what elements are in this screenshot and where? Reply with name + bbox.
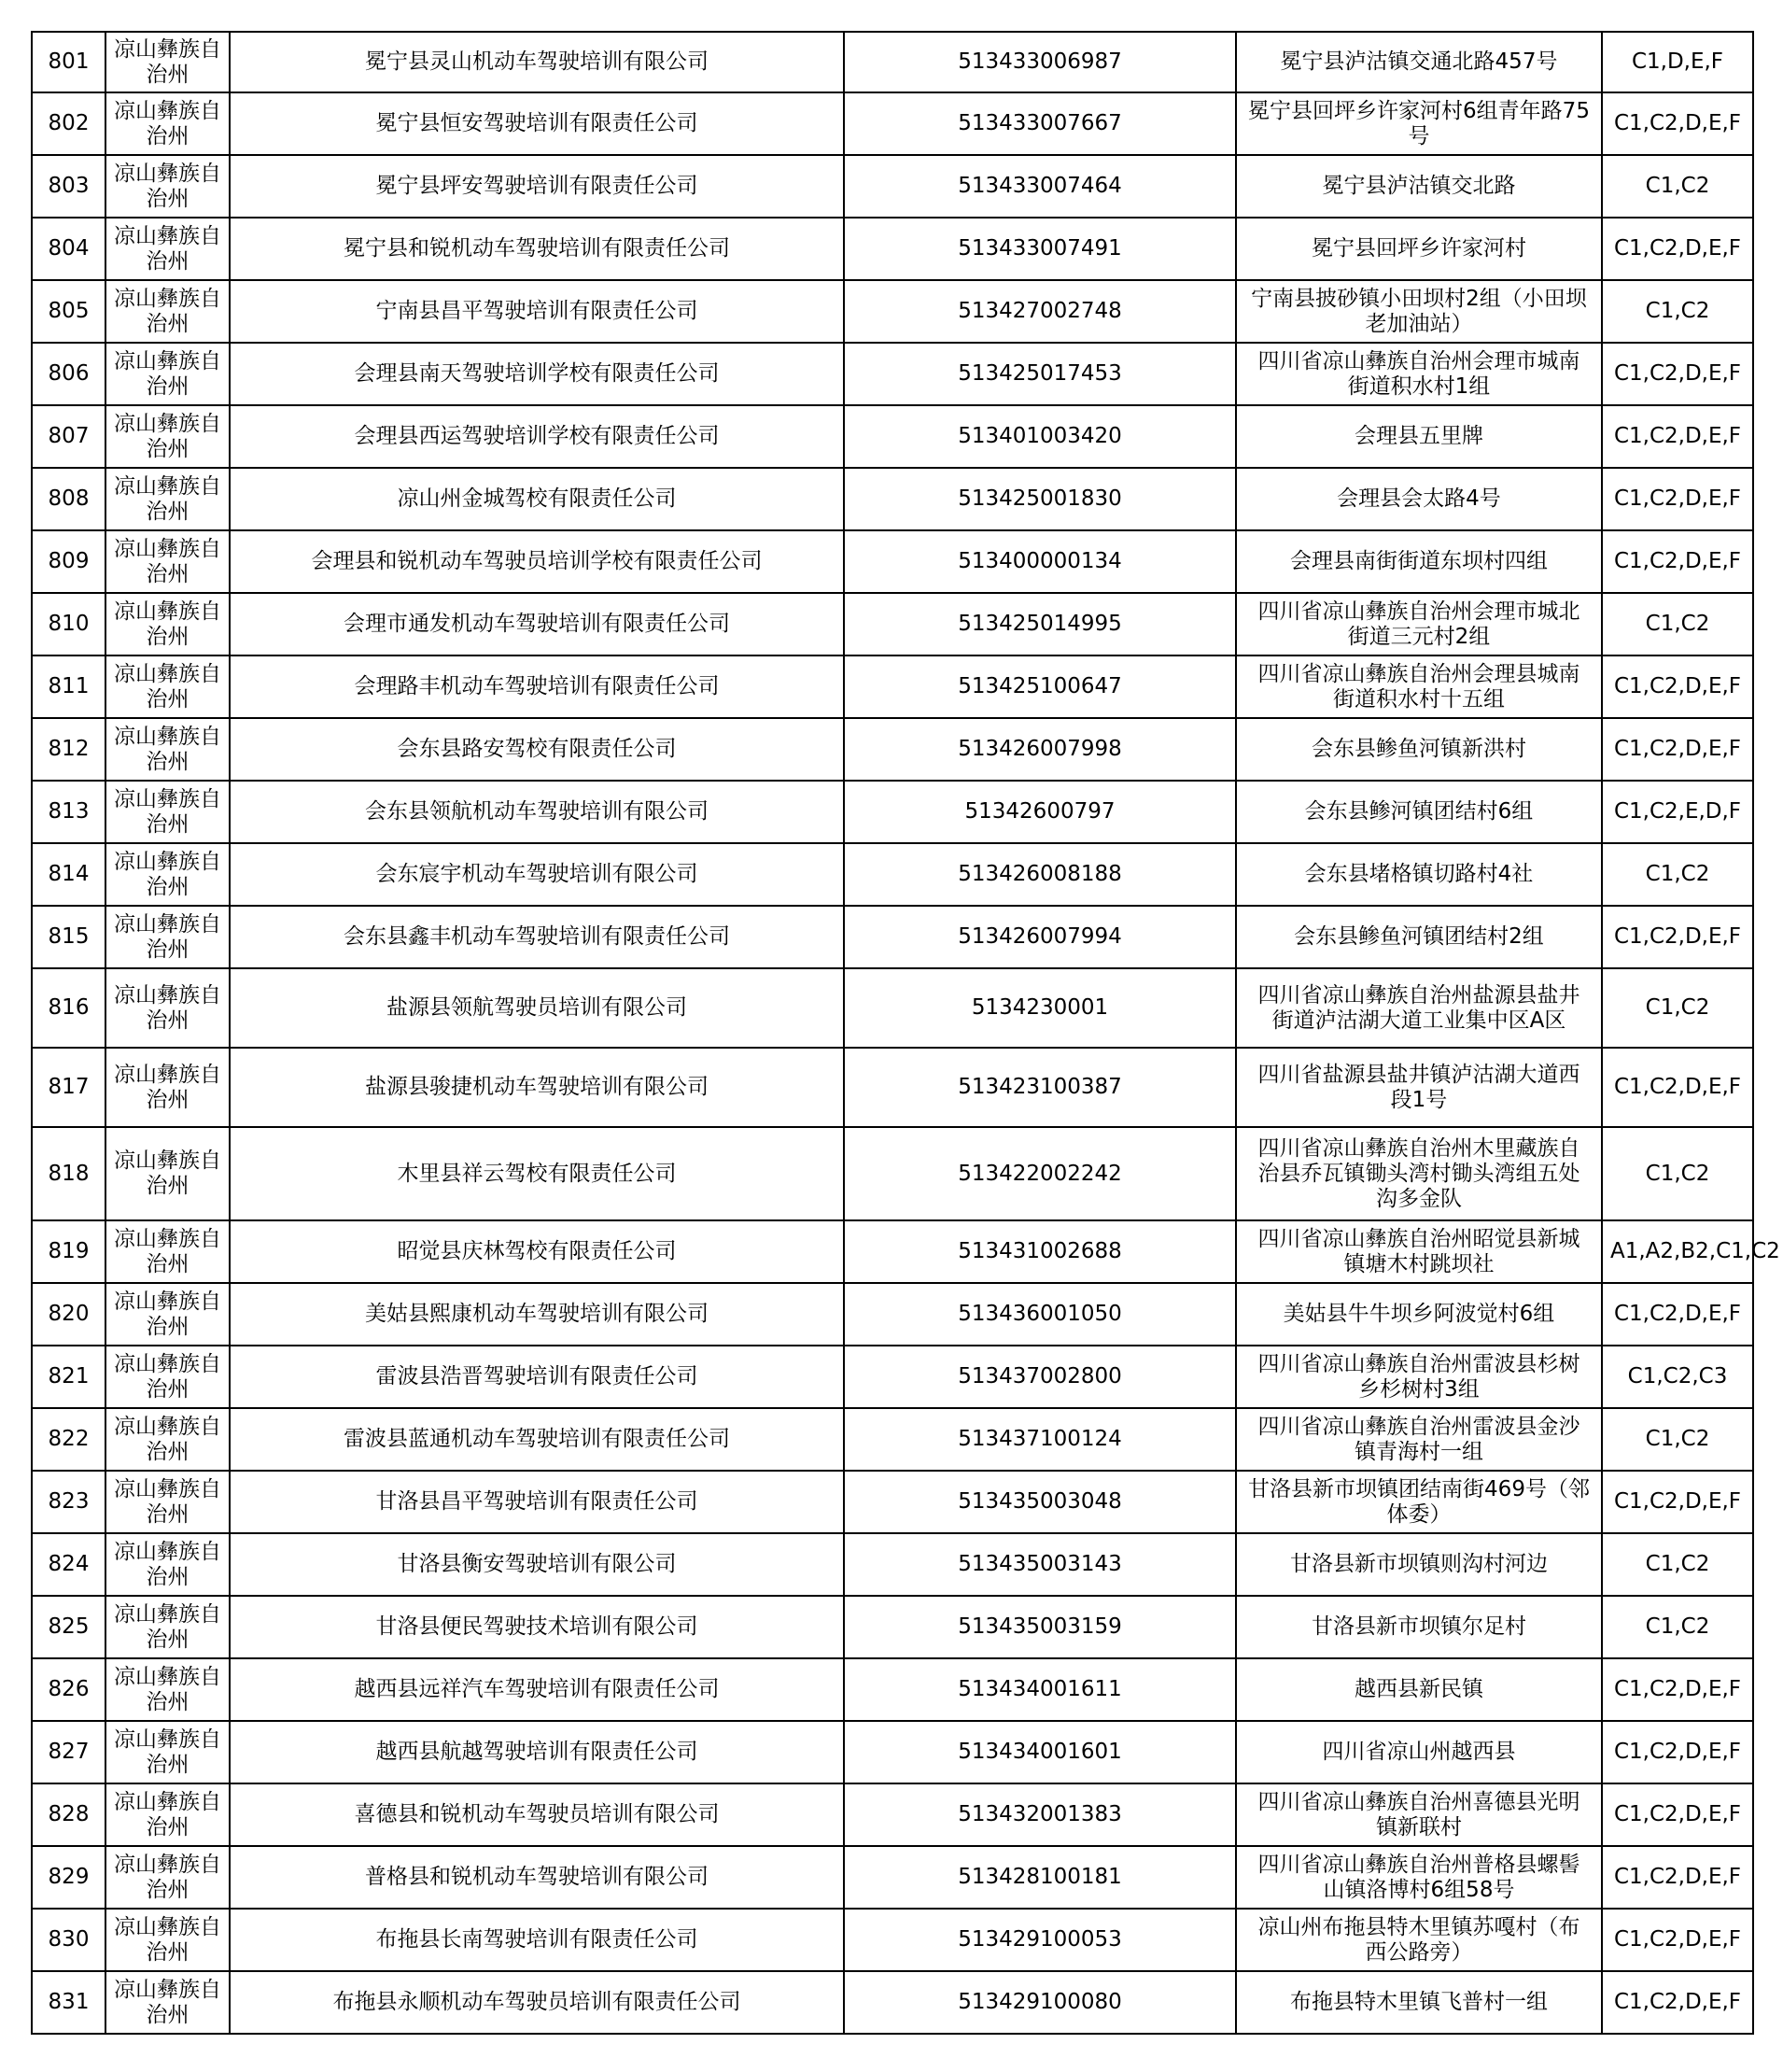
school-name-cell: 会理县南天驾驶培训学校有限责任公司 <box>230 343 844 405</box>
school-name-cell: 雷波县浩晋驾驶培训有限责任公司 <box>230 1346 844 1408</box>
address-cell: 会东县鲹鱼河镇新洪村 <box>1236 718 1602 781</box>
code-cell: 51342600797 <box>844 781 1236 843</box>
table-row <box>32 1048 1753 1127</box>
table-row <box>32 32 1753 92</box>
code-cell: 513425100647 <box>844 655 1236 718</box>
address-cell: 冕宁县回坪乡许家河村 <box>1236 218 1602 280</box>
table-row <box>32 1283 1753 1346</box>
license-classes-cell: C1,C2 <box>1602 1596 1753 1658</box>
school-name-cell: 甘洛县衡安驾驶培训有限公司 <box>230 1533 844 1596</box>
code-cell: 513433007491 <box>844 218 1236 280</box>
table-row <box>32 968 1753 1048</box>
school-name-cell: 普格县和锐机动车驾驶培训有限公司 <box>230 1846 844 1909</box>
code-cell: 513435003143 <box>844 1533 1236 1596</box>
row-number-cell: 808 <box>32 468 105 530</box>
address-cell: 会理县南街街道东坝村四组 <box>1236 530 1602 593</box>
region-cell: 凉山彝族自治州 <box>105 1971 230 2034</box>
region-cell: 凉山彝族自治州 <box>105 343 230 405</box>
address-cell: 会东县堵格镇切路村4社 <box>1236 843 1602 906</box>
table-row <box>32 1346 1753 1408</box>
region-cell: 凉山彝族自治州 <box>105 155 230 218</box>
school-name-cell: 盐源县领航驾驶员培训有限公司 <box>230 968 844 1048</box>
address-cell: 四川省凉山彝族自治州会理市城南街道积水村1组 <box>1236 343 1602 405</box>
address-cell: 凉山州布拖县特木里镇苏嘎村（布西公路旁） <box>1236 1909 1602 1971</box>
table-row <box>32 655 1753 718</box>
table-row <box>32 1533 1753 1596</box>
license-classes-cell: C1,C2 <box>1602 1533 1753 1596</box>
license-classes-cell: C1,C2,D,E,F <box>1602 218 1753 280</box>
school-name-cell: 雷波县蓝通机动车驾驶培训有限责任公司 <box>230 1408 844 1471</box>
code-cell: 513435003159 <box>844 1596 1236 1658</box>
license-classes-cell: C1,C2,D,E,F <box>1602 1471 1753 1533</box>
license-classes-cell: C1,C2,D,E,F <box>1602 1721 1753 1783</box>
region-cell: 凉山彝族自治州 <box>105 1127 230 1220</box>
school-name-cell: 会东宸宇机动车驾驶培训有限公司 <box>230 843 844 906</box>
school-name-cell: 会理县和锐机动车驾驶员培训学校有限责任公司 <box>230 530 844 593</box>
address-cell: 越西县新民镇 <box>1236 1658 1602 1721</box>
code-cell: 513437002800 <box>844 1346 1236 1408</box>
school-name-cell: 昭觉县庆林驾校有限责任公司 <box>230 1220 844 1283</box>
row-number-cell: 813 <box>32 781 105 843</box>
row-number-cell: 804 <box>32 218 105 280</box>
license-classes-cell: C1,C2,D,E,F <box>1602 530 1753 593</box>
license-classes-cell: C1,C2,D,E,F <box>1602 906 1753 968</box>
code-cell: 513425014995 <box>844 593 1236 655</box>
code-cell: 513432001383 <box>844 1783 1236 1846</box>
code-cell: 513428100181 <box>844 1846 1236 1909</box>
region-cell: 凉山彝族自治州 <box>105 1846 230 1909</box>
row-number-cell: 812 <box>32 718 105 781</box>
region-cell: 凉山彝族自治州 <box>105 843 230 906</box>
code-cell: 513423100387 <box>844 1048 1236 1127</box>
row-number-cell: 810 <box>32 593 105 655</box>
address-cell: 四川省凉山彝族自治州喜德县光明镇新联村 <box>1236 1783 1602 1846</box>
table-row <box>32 1596 1753 1658</box>
address-cell: 冕宁县泸沽镇交通北路457号 <box>1236 32 1602 92</box>
row-number-cell: 830 <box>32 1909 105 1971</box>
code-cell: 513401003420 <box>844 405 1236 468</box>
license-classes-cell: C1,C2 <box>1602 155 1753 218</box>
school-name-cell: 会东县领航机动车驾驶培训有限公司 <box>230 781 844 843</box>
address-cell: 美姑县牛牛坝乡阿波觉村6组 <box>1236 1283 1602 1346</box>
region-cell: 凉山彝族自治州 <box>105 655 230 718</box>
code-cell: 513434001611 <box>844 1658 1236 1721</box>
row-number-cell: 825 <box>32 1596 105 1658</box>
code-cell: 513434001601 <box>844 1721 1236 1783</box>
school-name-cell: 冕宁县和锐机动车驾驶培训有限责任公司 <box>230 218 844 280</box>
school-name-cell: 会理路丰机动车驾驶培训有限责任公司 <box>230 655 844 718</box>
license-classes-cell: C1,C2,D,E,F <box>1602 1971 1753 2034</box>
code-cell: 513425001830 <box>844 468 1236 530</box>
school-name-cell: 木里县祥云驾校有限责任公司 <box>230 1127 844 1220</box>
table-row <box>32 593 1753 655</box>
address-cell: 四川省凉山彝族自治州昭觉县新城镇塘木村跳坝社 <box>1236 1220 1602 1283</box>
license-classes-cell: C1,D,E,F <box>1602 32 1753 92</box>
code-cell: 513437100124 <box>844 1408 1236 1471</box>
address-cell: 会理县会太路4号 <box>1236 468 1602 530</box>
region-cell: 凉山彝族自治州 <box>105 718 230 781</box>
school-name-cell: 盐源县骏捷机动车驾驶培训有限公司 <box>230 1048 844 1127</box>
code-cell: 513433007464 <box>844 155 1236 218</box>
school-name-cell: 会理县西运驾驶培训学校有限责任公司 <box>230 405 844 468</box>
address-cell: 宁南县披砂镇小田坝村2组（小田坝老加油站） <box>1236 280 1602 343</box>
row-number-cell: 817 <box>32 1048 105 1127</box>
code-cell: 513429100080 <box>844 1971 1236 2034</box>
license-classes-cell: C1,C2,D,E,F <box>1602 343 1753 405</box>
code-cell: 513426008188 <box>844 843 1236 906</box>
school-name-cell: 宁南县昌平驾驶培训有限责任公司 <box>230 280 844 343</box>
code-cell: 513436001050 <box>844 1283 1236 1346</box>
table-row <box>32 718 1753 781</box>
region-cell: 凉山彝族自治州 <box>105 405 230 468</box>
school-name-cell: 凉山州金城驾校有限责任公司 <box>230 468 844 530</box>
license-classes-cell: C1,C2 <box>1602 593 1753 655</box>
license-classes-cell: C1,C2 <box>1602 968 1753 1048</box>
table-row <box>32 530 1753 593</box>
region-cell: 凉山彝族自治州 <box>105 593 230 655</box>
school-name-cell: 冕宁县灵山机动车驾驶培训有限公司 <box>230 32 844 92</box>
address-cell: 会理县五里牌 <box>1236 405 1602 468</box>
license-classes-cell: C1,C2 <box>1602 280 1753 343</box>
license-classes-cell: C1,C2,C3 <box>1602 1346 1753 1408</box>
region-cell: 凉山彝族自治州 <box>105 906 230 968</box>
code-cell: 513426007994 <box>844 906 1236 968</box>
row-number-cell: 826 <box>32 1658 105 1721</box>
region-cell: 凉山彝族自治州 <box>105 1596 230 1658</box>
school-name-cell: 会东县路安驾校有限责任公司 <box>230 718 844 781</box>
code-cell: 513433007667 <box>844 92 1236 155</box>
row-number-cell: 831 <box>32 1971 105 2034</box>
address-cell: 四川省凉山彝族自治州普格县螺髻山镇洛博村6组58号 <box>1236 1846 1602 1909</box>
row-number-cell: 819 <box>32 1220 105 1283</box>
row-number-cell: 829 <box>32 1846 105 1909</box>
code-cell: 513400000134 <box>844 530 1236 593</box>
table-row <box>32 218 1753 280</box>
address-cell: 四川省凉山彝族自治州雷波县金沙镇青海村一组 <box>1236 1408 1602 1471</box>
region-cell: 凉山彝族自治州 <box>105 1783 230 1846</box>
license-classes-cell: C1,C2,D,E,F <box>1602 405 1753 468</box>
region-cell: 凉山彝族自治州 <box>105 92 230 155</box>
address-cell: 四川省盐源县盐井镇泸沽湖大道西段1号 <box>1236 1048 1602 1127</box>
row-number-cell: 815 <box>32 906 105 968</box>
license-classes-cell: C1,C2,D,E,F <box>1602 1783 1753 1846</box>
table-row <box>32 843 1753 906</box>
school-name-cell: 美姑县熙康机动车驾驶培训有限公司 <box>230 1283 844 1346</box>
code-cell: 513431002688 <box>844 1220 1236 1283</box>
school-name-cell: 喜德县和锐机动车驾驶员培训有限公司 <box>230 1783 844 1846</box>
region-cell: 凉山彝族自治州 <box>105 1471 230 1533</box>
code-cell: 513425017453 <box>844 343 1236 405</box>
address-cell: 会东县鲹鱼河镇团结村2组 <box>1236 906 1602 968</box>
row-number-cell: 805 <box>32 280 105 343</box>
address-cell: 甘洛县新市坝镇则沟村河边 <box>1236 1533 1602 1596</box>
region-cell: 凉山彝族自治州 <box>105 1909 230 1971</box>
school-name-cell: 越西县远祥汽车驾驶培训有限责任公司 <box>230 1658 844 1721</box>
table-row <box>32 1658 1753 1721</box>
region-cell: 凉山彝族自治州 <box>105 218 230 280</box>
row-number-cell: 820 <box>32 1283 105 1346</box>
table-row <box>32 155 1753 218</box>
region-cell: 凉山彝族自治州 <box>105 781 230 843</box>
license-classes-cell: C1,C2,D,E,F <box>1602 1658 1753 1721</box>
school-name-cell: 会理市通发机动车驾驶培训有限责任公司 <box>230 593 844 655</box>
region-cell: 凉山彝族自治州 <box>105 530 230 593</box>
code-cell: 5134230001 <box>844 968 1236 1048</box>
address-cell: 冕宁县泸沽镇交北路 <box>1236 155 1602 218</box>
license-classes-cell: C1,C2,D,E,F <box>1602 1846 1753 1909</box>
row-number-cell: 828 <box>32 1783 105 1846</box>
row-number-cell: 802 <box>32 92 105 155</box>
license-classes-cell: C1,C2,D,E,F <box>1602 468 1753 530</box>
table-row <box>32 1846 1753 1909</box>
license-classes-cell: C1,C2,D,E,F <box>1602 1283 1753 1346</box>
table-row <box>32 1127 1753 1220</box>
table-row <box>32 1471 1753 1533</box>
code-cell: 513435003048 <box>844 1471 1236 1533</box>
license-classes-cell: C1,C2,D,E,F <box>1602 718 1753 781</box>
address-cell: 布拖县特木里镇飞普村一组 <box>1236 1971 1602 2034</box>
row-number-cell: 823 <box>32 1471 105 1533</box>
table-row <box>32 468 1753 530</box>
table-row <box>32 781 1753 843</box>
school-name-cell: 甘洛县便民驾驶技术培训有限公司 <box>230 1596 844 1658</box>
row-number-cell: 801 <box>32 32 105 92</box>
row-number-cell: 809 <box>32 530 105 593</box>
region-cell: 凉山彝族自治州 <box>105 1220 230 1283</box>
address-cell: 甘洛县新市坝镇团结南街469号（邻体委） <box>1236 1471 1602 1533</box>
address-cell: 会东县鲹河镇团结村6组 <box>1236 781 1602 843</box>
address-cell: 四川省凉山彝族自治州会理县城南街道积水村十五组 <box>1236 655 1602 718</box>
region-cell: 凉山彝族自治州 <box>105 1721 230 1783</box>
address-cell: 四川省凉山彝族自治州盐源县盐井街道泸沽湖大道工业集中区A区 <box>1236 968 1602 1048</box>
address-cell: 四川省凉山彝族自治州会理市城北街道三元村2组 <box>1236 593 1602 655</box>
license-classes-cell: C1,C2,D,E,F <box>1602 92 1753 155</box>
address-cell: 四川省凉山彝族自治州雷波县杉树乡杉树村3组 <box>1236 1346 1602 1408</box>
license-classes-cell: C1,C2,D,E,F <box>1602 1909 1753 1971</box>
code-cell: 513429100053 <box>844 1909 1236 1971</box>
address-cell: 四川省凉山州越西县 <box>1236 1721 1602 1783</box>
region-cell: 凉山彝族自治州 <box>105 1658 230 1721</box>
table-row <box>32 906 1753 968</box>
school-name-cell: 会东县鑫丰机动车驾驶培训有限责任公司 <box>230 906 844 968</box>
table-row <box>32 280 1753 343</box>
row-number-cell: 822 <box>32 1408 105 1471</box>
row-number-cell: 814 <box>32 843 105 906</box>
license-classes-cell: C1,C2 <box>1602 843 1753 906</box>
license-classes-cell: A1,A2,B2,C1,C2 <box>1602 1220 1753 1283</box>
row-number-cell: 811 <box>32 655 105 718</box>
school-name-cell: 甘洛县昌平驾驶培训有限责任公司 <box>230 1471 844 1533</box>
row-number-cell: 807 <box>32 405 105 468</box>
row-number-cell: 821 <box>32 1346 105 1408</box>
code-cell: 513433006987 <box>844 32 1236 92</box>
driving-school-table <box>31 31 1780 2035</box>
row-number-cell: 827 <box>32 1721 105 1783</box>
table-row <box>32 92 1753 155</box>
table-row <box>32 1783 1753 1846</box>
table-row <box>32 1408 1753 1471</box>
region-cell: 凉山彝族自治州 <box>105 1283 230 1346</box>
table-row <box>32 1220 1753 1283</box>
table-row <box>32 1721 1753 1783</box>
table-row <box>32 405 1753 468</box>
school-name-cell: 布拖县长南驾驶培训有限责任公司 <box>230 1909 844 1971</box>
table-row <box>32 343 1753 405</box>
school-name-cell: 冕宁县恒安驾驶培训有限责任公司 <box>230 92 844 155</box>
row-number-cell: 818 <box>32 1127 105 1220</box>
table-row <box>32 1971 1753 2034</box>
region-cell: 凉山彝族自治州 <box>105 280 230 343</box>
region-cell: 凉山彝族自治州 <box>105 1533 230 1596</box>
region-cell: 凉山彝族自治州 <box>105 1048 230 1127</box>
row-number-cell: 803 <box>32 155 105 218</box>
code-cell: 513426007998 <box>844 718 1236 781</box>
region-cell: 凉山彝族自治州 <box>105 968 230 1048</box>
license-classes-cell: C1,C2 <box>1602 1127 1753 1220</box>
school-name-cell: 冕宁县坪安驾驶培训有限责任公司 <box>230 155 844 218</box>
region-cell: 凉山彝族自治州 <box>105 1346 230 1408</box>
row-number-cell: 816 <box>32 968 105 1048</box>
license-classes-cell: C1,C2,D,E,F <box>1602 1048 1753 1127</box>
table-container <box>31 31 1780 2035</box>
license-classes-cell: C1,C2,E,D,F <box>1602 781 1753 843</box>
table-body <box>32 32 1780 2034</box>
table-row <box>32 1909 1753 1971</box>
row-number-cell: 824 <box>32 1533 105 1596</box>
address-cell: 冕宁县回坪乡许家河村6组青年路75号 <box>1236 92 1602 155</box>
address-cell: 甘洛县新市坝镇尔足村 <box>1236 1596 1602 1658</box>
region-cell: 凉山彝族自治州 <box>105 32 230 92</box>
region-cell: 凉山彝族自治州 <box>105 1408 230 1471</box>
row-number-cell: 806 <box>32 343 105 405</box>
school-name-cell: 越西县航越驾驶培训有限责任公司 <box>230 1721 844 1783</box>
address-cell: 四川省凉山彝族自治州木里藏族自治县乔瓦镇锄头湾村锄头湾组五处沟多金队 <box>1236 1127 1602 1220</box>
code-cell: 513427002748 <box>844 280 1236 343</box>
region-cell: 凉山彝族自治州 <box>105 468 230 530</box>
code-cell: 513422002242 <box>844 1127 1236 1220</box>
license-classes-cell: C1,C2 <box>1602 1408 1753 1471</box>
school-name-cell: 布拖县永顺机动车驾驶员培训有限责任公司 <box>230 1971 844 2034</box>
license-classes-cell: C1,C2,D,E,F <box>1602 655 1753 718</box>
